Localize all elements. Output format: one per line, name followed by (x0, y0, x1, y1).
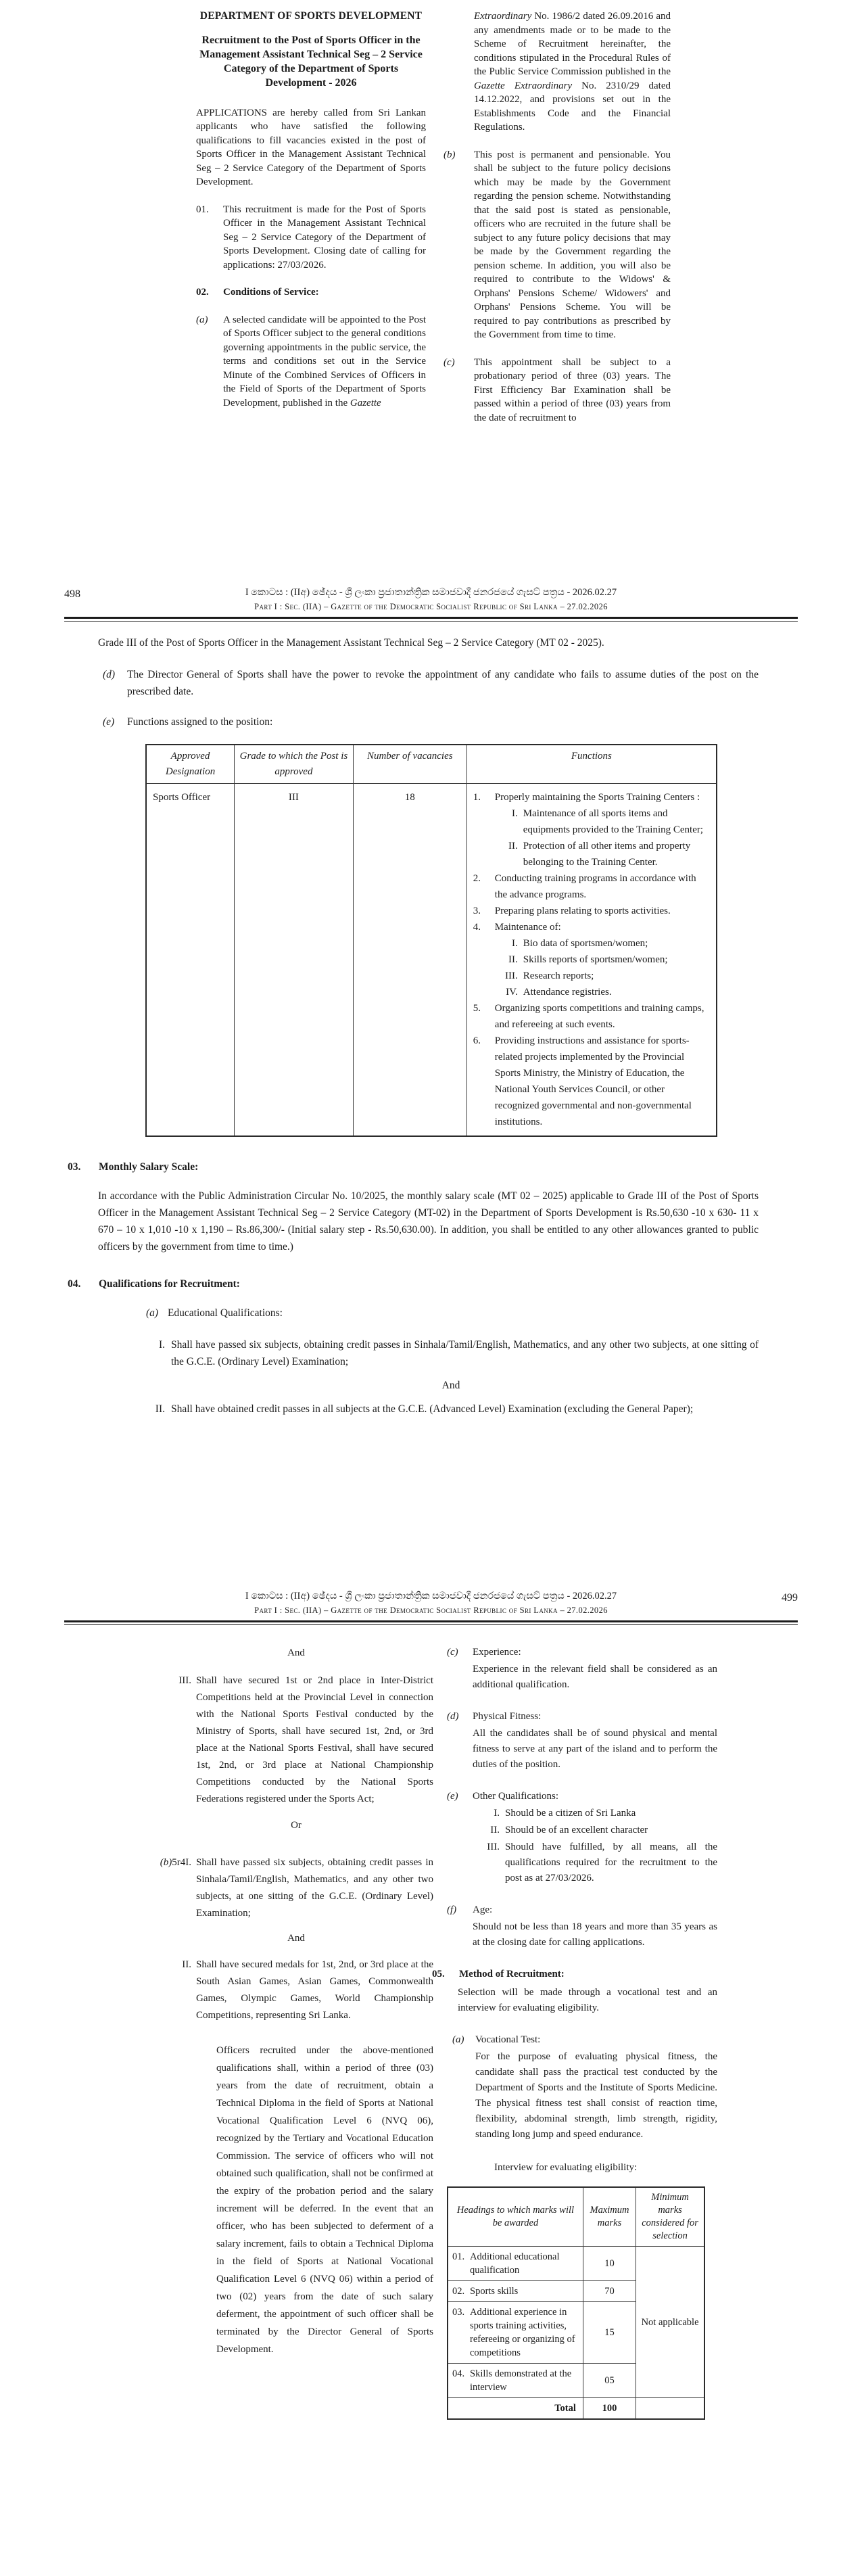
page-number-498: 498 (64, 588, 80, 600)
e-label: (e) (447, 1791, 458, 1802)
page-section-top (196, 9, 671, 438)
function-number: 5. (473, 1003, 481, 1014)
row-03-marks: 15 (583, 2302, 636, 2364)
gazette-sinhala-line: I කොටස : (IIඅ) ඡේදය - ශ්‍රී ලංකා ප්‍රජාතාන්ත්‍රික සමාජවාදී ජනරජයේ ගැසට් පත්‍රය - 2026.02.27 (245, 1591, 617, 1601)
condition-c (444, 356, 671, 425)
row-02-heading-cell (448, 2281, 583, 2302)
sub-text: Research reports; (523, 970, 594, 981)
function-number: 1. (473, 792, 481, 803)
f-text: Should not be less than 18 years and more than 35 years as at the closing date for calling applications. (473, 1921, 717, 1948)
f-label: (f) (447, 1904, 457, 1915)
functions-table-body (146, 784, 717, 1137)
d-label: (d) (447, 1711, 459, 1722)
and-separator-3: And (287, 1933, 305, 1944)
functions-table-head (146, 745, 717, 784)
educational-qualifications-subheading (146, 1305, 759, 1321)
e-heading: Other Qualifications: (473, 1791, 559, 1802)
condition-e-label: (e) (103, 716, 115, 728)
qualification-III-text: Shall have secured 1st or 2nd place in Inter-District Competitions held at the Provincial Level in connection with the National Sports Festival conducted by the Ministry of Sports, shall have secured 1st, 2nd, or 3rd place at the National Sports Festival, shall have secured 1st, 2nd, or 3rd place at National Championship Competitions conducted by the National Sports Federations registered under the Sports Act; (196, 1675, 433, 1804)
qualification-III-number: III. (178, 1675, 191, 1686)
vocational-test-text: For the purpose of evaluating physical fitness, the candidate shall pass the practical test conducted by the Department of Sports and the Institute of Sports Medicine. The physical fitness test shall consist of reaction time, flexibility, abdominal strength, limb strength, rigidity, standing long jump and speed endurance. (475, 2051, 717, 2140)
function-4-sub-2 (473, 952, 710, 968)
other-II-text: Should be of an excellent character (505, 1825, 648, 1835)
function-text: Properly maintaining the Sports Training Centers : (494, 792, 700, 803)
total-value-cell: 100 (583, 2398, 636, 2420)
department-heading: DEPARTMENT OF SPORTS DEVELOPMENT (199, 10, 423, 22)
sub-number: I. (512, 808, 518, 819)
cell-vacancies: 18 (353, 784, 466, 1137)
section-05-method-of-recruitment (432, 1967, 717, 2420)
sub-number: II. (508, 841, 518, 851)
condition-a-label: (a) (196, 314, 208, 325)
qualification-b-I-text: Shall have passed six subjects, obtaining credit passes in Sinhala/Tamil/English, Mathematics, and any other two subjects, at one sitting of the G.C.E. (Ordinary Level) Examination; (196, 1857, 433, 1919)
function-item-4 (473, 919, 710, 935)
qualification-b-II-number: II. (182, 1959, 191, 1970)
page-499-section (159, 1645, 717, 2436)
qualification-e-heading-row (447, 1789, 717, 1804)
gazette-running-header-498 (64, 587, 798, 622)
row-01-heading: Additional educational qualification (470, 2251, 560, 2276)
sub-number: II. (508, 954, 518, 965)
functions-table-row (146, 784, 717, 1137)
section-03-title: Monthly Salary Scale: (99, 1161, 199, 1173)
qualification-d-physical-fitness (447, 1709, 717, 1773)
section-05-title: Method of Recruitment: (459, 1969, 565, 1980)
min-marks-merged-cell: Not applicable (636, 2247, 704, 2398)
vocational-test-heading-row (452, 2032, 717, 2048)
header-maximum-marks: Maximum marks (583, 2187, 636, 2247)
condition-d-label: (d) (103, 669, 116, 680)
qualification-b-II (159, 1957, 433, 2024)
condition-c-text: This appointment shall be subject to a probationary period of three (03) years. The First Efficiency Bar Examination shall be passed within a period of three (03) years from the date of recruitment to (474, 356, 671, 423)
qualification-e-other (447, 1789, 717, 1886)
gazette-english-line: Part I : Sec. (IIA) – Gazette of the Democratic Socialist Republic of Sri Lanka – 27.02.2026 (254, 1606, 608, 1615)
qualification-I-number: I. (158, 1339, 165, 1351)
sub-number: I. (512, 938, 518, 949)
condition-a-text-gazette: Gazette (350, 397, 381, 408)
condition-b-label: (b) (444, 149, 456, 160)
condition-d-text: The Director General of Sports shall have the power to revoke the appointment of any candidate who fails to assume duties of the post on the prescribed date. (127, 669, 759, 697)
double-rule (64, 1620, 798, 1625)
continuation-paragraph (444, 9, 671, 135)
d-heading: Physical Fitness: (473, 1711, 542, 1722)
b-label: (b) (160, 1857, 172, 1868)
qualification-II (143, 1401, 759, 1418)
condition-e (103, 713, 759, 730)
f-heading: Age: (473, 1904, 493, 1915)
gazette-english-line: Part I : Sec. (IIA) – Gazette of the Democratic Socialist Republic of Sri Lanka – 27.02.2026 (254, 602, 608, 611)
cont-seg-body2: No. 2310/29 dated 14.12.2022, and provisions set out in the Establishments Code and the Financial Regulations. (474, 80, 671, 133)
gazette-sinhala-line: I කොටස : (IIඅ) ඡේදය - ශ්‍රී ලංකා ප්‍රජාතාන්ත්‍රික සමාජවාදී ජනරජයේ ගැසට් පත්‍රය - 2026.02.27 (245, 587, 617, 598)
row-04-number: 04. (452, 2368, 465, 2379)
qualification-c-experience (447, 1645, 717, 1693)
page3-right-column (432, 1645, 717, 2436)
page1-right-column (444, 9, 671, 438)
qualification-I (143, 1336, 759, 1370)
function-text: Conducting training programs in accordance with the advance programs. (494, 873, 696, 900)
function-item-5 (473, 1000, 710, 1033)
item-02-number: 02. (196, 287, 209, 298)
cont-seg-extraordinary: Extraordinary (474, 11, 532, 22)
function-item-6 (473, 1033, 710, 1130)
qualification-III (159, 1672, 433, 1808)
qualification-II-text: Shall have obtained credit passes in all subjects at the G.C.E. (Advanced Level) Examination (excluding the General Paper); (171, 1403, 694, 1415)
qualification-b-II-text: Shall have secured medals for 1st, 2nd, or 3rd place at the South Asian Games, Asian Games, Commonwealth Games, Olympic Games, World Championship Competitions, representing Sri Lanka. (196, 1959, 433, 2021)
sub-text: Maintenance of all sports items and equipments provided to the Training Center; (523, 808, 704, 835)
condition-a-text (223, 313, 426, 411)
header-headings-marks: Headings to which marks will be awarded (448, 2187, 583, 2247)
function-text: Organizing sports competitions and training camps, and refereeing at such events. (494, 1003, 704, 1030)
section-03-heading (68, 1158, 759, 1175)
item-02-heading (196, 285, 426, 300)
header-functions: Functions (466, 745, 717, 784)
b-I-number: 5r4I. (172, 1857, 191, 1868)
condition-a (196, 313, 426, 411)
item-01-number: 01. (196, 204, 209, 215)
section-04-heading (68, 1275, 759, 1292)
interview-caption: Interview for evaluating eligibility: (494, 2162, 638, 2173)
total-label-cell: Total (448, 2398, 583, 2420)
d-text: All the candidates shall be of sound physical and mental fitness to serve at any part of the island and to perform the duties of the position. (473, 1728, 717, 1770)
other-qualification-III (447, 1840, 717, 1886)
sub-text: Bio data of sportsmen/women; (523, 938, 648, 949)
row-02-marks: 70 (583, 2281, 636, 2302)
sub-a-label: (a) (146, 1307, 159, 1319)
function-number: 2. (473, 873, 481, 884)
condition-e-text: Functions assigned to the position: (127, 716, 273, 728)
qualification-f-age (447, 1902, 717, 1950)
page3-left-column (159, 1645, 433, 2436)
section-05-text: Selection will be made through a vocational test and an interview for evaluating eligibility. (458, 1987, 717, 2013)
item-01 (196, 203, 426, 273)
row-03-heading-cell (448, 2302, 583, 2364)
total-empty-cell (636, 2398, 704, 2420)
function-4-sub-1 (473, 935, 710, 952)
officers-diploma-paragraph: Officers recruited under the above-mentioned qualifications shall, within a period of three (03) years from the date of recruitment, obtain a Technical Diploma in the field of Sports at National Vocational Qualification Level 6 (NVQ 06), recognized by the Tertiary and Vocational Education Commission. The service of officers who will not obtained such qualification, shall not be confirmed at the expiry of the probation period and the salary increment will be deferred. In the event that an officer, who has been subjected to deferment of a salary increment, fails to obtain a Technical Diploma in the field of Sports at National Vocational Qualification Level 6 (NVQ 06) within a period of two (02) years from the date of such salary deferment, the appointment of such officer shall be terminated by the Director General of Sports Development. (216, 2045, 433, 2355)
condition-b (444, 148, 671, 342)
condition-a-text-main: A selected candidate will be appointed to the Post of Sports Officer subject to the general conditions governing appointments in the public service, the terms and conditions set out in the Service Minute of the Combined Services of Officers in the Field of Sports of the Department of Sports Development, published in the (223, 314, 426, 408)
functions-table (145, 744, 717, 1137)
functions-table-header-row (146, 745, 717, 784)
other-III-text: Should have fulfilled, by all means, all the qualifications required for the recruitment to the post as at 27/03/2026. (505, 1842, 717, 1883)
row-03-number: 03. (452, 2307, 465, 2318)
function-number: 6. (473, 1035, 481, 1046)
interview-total-row (448, 2398, 704, 2420)
sub-text: Protection of all other items and property belonging to the Training Center. (523, 841, 691, 868)
sub-text: Skills reports of sportsmen/women; (523, 954, 668, 965)
c-text: Experience in the relevant field shall be considered as an additional qualification. (473, 1664, 717, 1690)
cell-designation: Sports Officer (146, 784, 235, 1137)
function-number: 4. (473, 922, 481, 933)
qualification-c-heading-row (447, 1645, 717, 1660)
interview-row-01 (448, 2247, 704, 2281)
section-05-number: 05. (432, 1969, 445, 1980)
row-02-heading: Sports skills (470, 2286, 519, 2297)
c-heading: Experience: (473, 1647, 521, 1658)
salary-scale-paragraph: In accordance with the Public Administration Circular No. 10/2025, the monthly salary scale (MT 02 – 2025) applicable to Grade III of the Post of Sports Officer in the Management Assistant Technical Seg – 2 Service Category (MT-02) in the Department of Sports Development is Rs.50,630 -10 x 630- 11 x 670 – 10 x 1,010 -10 x 1,190 – Rs.86,300/- (Initial salary step - Rs.50,630.00). In addition, you shall be entitled to any other allowances granted to public officers by the government from time to time.) (98, 1190, 759, 1252)
cell-grade: III (235, 784, 354, 1137)
function-4-sub-3 (473, 968, 710, 984)
item-01-text: This recruitment is made for the Post of Sports Officer in the Management Assistant Technical Seg – 2 Service Category of the Department of Sports Development. Closing date of calling for applications: 27/03/2026. (223, 204, 426, 271)
row-04-marks: 05 (583, 2364, 636, 2398)
c-label: (c) (447, 1647, 458, 1658)
cell-functions (466, 784, 717, 1137)
condition-c-label: (c) (444, 356, 455, 368)
section-05-heading-row (432, 1967, 717, 1982)
page-498-section (68, 634, 759, 1424)
condition-b-text: This post is permanent and pensionable. You shall be subject to the future policy decisions which may be made by the Government regarding the pension scheme. Notwithstanding that the said post is stated as pensionable, officers who are recruited in the future shall be subject to any future policy decisions that may be made by the Government regarding the pension scheme. In addition, you will also be required to contribute to the Widows' & Orphans' Pensions Scheme/ Widowers' and Orphans' Pensions Scheme. You will be required to pay contributions as prescribed by the Government from time to time. (474, 149, 671, 340)
header-vacancies: Number of vacancies (353, 745, 466, 784)
section-04-number: 04. (68, 1278, 81, 1290)
row-04-heading-cell (448, 2364, 583, 2398)
interview-table-body (448, 2247, 704, 2420)
double-rule (64, 617, 798, 622)
row-03-heading: Additional experience in sports training activities, refereeing or organizing of competitions (470, 2307, 575, 2358)
row-04-heading: Skills demonstrated at the interview (470, 2368, 572, 2393)
section-04-title: Qualifications for Recruitment: (99, 1278, 240, 1290)
function-1-sub-1 (473, 805, 710, 838)
qualification-I-text: Shall have passed six subjects, obtaining credit passes in Sinhala/Tamil/English, Mathematics, and any other two subjects, at one sitting of the G.C.E. (Ordinary Level) Examination; (171, 1339, 759, 1367)
grade-continuation-paragraph: Grade III of the Post of Sports Officer in the Management Assistant Technical Seg – 2 Service Category (MT 02 - 2025). (98, 637, 604, 649)
function-text: Maintenance of: (494, 922, 561, 933)
other-qualification-II (447, 1823, 717, 1838)
cont-seg-gazette-extraordinary: Gazette Extraordinary (474, 80, 573, 91)
row-02-number: 02. (452, 2286, 465, 2297)
row-01-heading-cell (448, 2247, 583, 2281)
and-separator-2: And (287, 1647, 305, 1658)
function-text: Preparing plans relating to sports activities. (494, 906, 671, 916)
gazette-running-header-499 (64, 1591, 798, 1625)
qualification-II-number: II. (155, 1403, 165, 1415)
other-I-text: Should be a citizen of Sri Lanka (505, 1808, 636, 1819)
sub-a-title: Educational Qualifications: (167, 1307, 283, 1319)
row-01-marks: 10 (583, 2247, 636, 2281)
header-grade: Grade to which the Post is approved (235, 745, 354, 784)
page1-left-column (196, 9, 426, 438)
header-approved-designation: Approved Designation (146, 745, 235, 784)
section-03-number: 03. (68, 1161, 81, 1173)
and-separator-1: And (441, 1380, 460, 1391)
other-II-number: II. (490, 1825, 500, 1835)
function-text: Providing instructions and assistance for sports-related projects implemented by the Provincial Sports Ministry, the Ministry of Education, the National Youth Services Council, or other recognized governmental and non-governmental institutions. (494, 1035, 692, 1127)
function-4-sub-4 (473, 984, 710, 1000)
qualification-b-I-number (126, 1854, 196, 1922)
notice-title: Recruitment to the Post of Sports Officer in the Management Assistant Technical Seg – 2 Service Category of the Department of Sports Development - 2026 (199, 34, 423, 89)
function-item-2 (473, 870, 710, 903)
function-item-3 (473, 903, 710, 919)
function-item-1 (473, 789, 710, 805)
sub-text: Attendance registries. (523, 987, 612, 998)
vocational-test-title: Vocational Test: (475, 2034, 541, 2045)
item-02-title: Conditions of Service: (223, 287, 319, 298)
or-separator: Or (291, 1820, 302, 1831)
function-1-sub-2 (473, 838, 710, 870)
header-minimum-marks: Minimum marks considered for selection (636, 2187, 704, 2247)
other-I-number: I. (494, 1808, 500, 1819)
vocational-test-label: (a) (452, 2034, 464, 2045)
interview-marks-table (447, 2186, 705, 2420)
cont-seg-body1: No. 1986/2 dated 26.09.2016 and any amendments made or to be made to the Scheme of Recruitment hereinafter, the conditions stipulated in the Procedural Rules of the Public Service Commission published in the (474, 11, 671, 77)
interview-table-head (448, 2187, 704, 2247)
qualification-f-heading-row (447, 1902, 717, 1918)
sub-number: III. (505, 970, 518, 981)
interview-table-header-row (448, 2187, 704, 2247)
other-qualification-I (447, 1806, 717, 1821)
condition-d (103, 666, 759, 700)
row-01-number: 01. (452, 2251, 465, 2262)
function-number: 3. (473, 906, 481, 916)
qualification-b-I (159, 1854, 433, 1922)
sub-number: IV. (506, 987, 518, 998)
other-III-number: III. (487, 1842, 500, 1852)
qualification-d-heading-row (447, 1709, 717, 1725)
page-number-499: 499 (782, 1592, 798, 1603)
intro-paragraph: APPLICATIONS are hereby called from Sri Lankan applicants who have satisfied the following qualifications to fill vacancies existed in the post of Sports Officer in the Management Assistant Technical Seg – 2 Service Category of the Department of Sports Development. (196, 107, 426, 187)
